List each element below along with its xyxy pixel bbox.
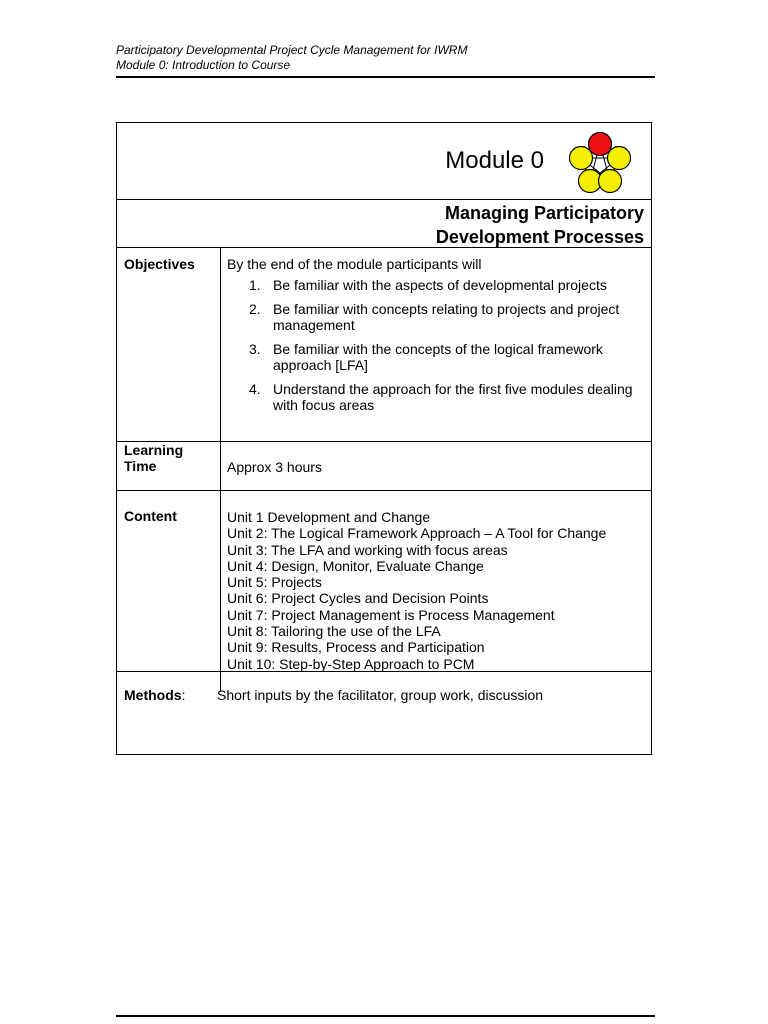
content-label: Content: [124, 508, 177, 524]
header-rule: [116, 76, 655, 78]
logo-circle-bottom-right: [599, 170, 622, 193]
module-logo-icon: [565, 128, 635, 194]
list-item: 4. Understand the approach for the first five modules dealing with focus areas: [249, 381, 633, 413]
list-item: 2. Be familiar with concepts relating to projects and project management: [249, 301, 620, 333]
list-item: 1. Be familiar with the aspects of developmental projects: [249, 277, 607, 293]
subtitle-line-2: Development Processes: [435, 227, 644, 247]
row-divider: [117, 441, 651, 442]
module-table: [116, 122, 652, 755]
list-item: 3. Be familiar with the concepts of the logical framework approach [LFA]: [249, 341, 603, 373]
objectives-intro: By the end of the module participants will: [227, 256, 482, 272]
learning-time-value: Approx 3 hours: [227, 459, 322, 475]
methods-value: Short inputs by the facilitator, group work, discussion: [217, 687, 544, 703]
row-divider: [117, 199, 651, 200]
list-item: Unit 9: Results, Process and Participation: [227, 639, 485, 656]
list-item: Unit 7: Project Management is Process Management: [227, 606, 555, 623]
list-item: Unit 3: The LFA and working with focus areas: [227, 541, 508, 558]
list-item: Unit 6: Project Cycles and Decision Points: [227, 590, 489, 607]
list-item: Unit 8: Tailoring the use of the LFA: [227, 623, 441, 640]
list-item: Unit 5: Projects: [227, 574, 322, 591]
objectives-list: [247, 277, 647, 421]
column-divider: [220, 247, 221, 691]
list-item: Unit 4: Design, Monitor, Evaluate Change: [227, 557, 484, 574]
objectives-label: Objectives: [124, 256, 195, 272]
list-item: Unit 1 Development and Change: [227, 509, 431, 525]
footer-rule: [116, 1015, 655, 1017]
list-item: Unit 10: Step-by-Step Approach to PCM: [227, 655, 475, 672]
row-divider: [117, 671, 651, 672]
logo-circle-top: [589, 133, 612, 156]
module-title: Module 0: [445, 147, 544, 174]
row-divider: [117, 247, 651, 248]
logo-circle-right: [608, 147, 631, 170]
list-item: Unit 2: The Logical Framework Approach – A Tool for Change: [227, 525, 607, 542]
learning-time-label: Learning Time: [124, 442, 184, 474]
subtitle-line-1: Managing Participatory: [444, 203, 644, 223]
running-header: [116, 43, 655, 73]
header-line-1: Participatory Developmental Project Cycle Management for IWRM: [116, 43, 468, 57]
content-units: [227, 509, 606, 672]
header-line-2: Module 0: Introduction to Course: [116, 58, 291, 72]
methods-label: Methods:: [124, 687, 186, 703]
module-subtitle: [436, 201, 644, 249]
logo-circle-left: [570, 147, 593, 170]
row-divider: [117, 490, 651, 491]
